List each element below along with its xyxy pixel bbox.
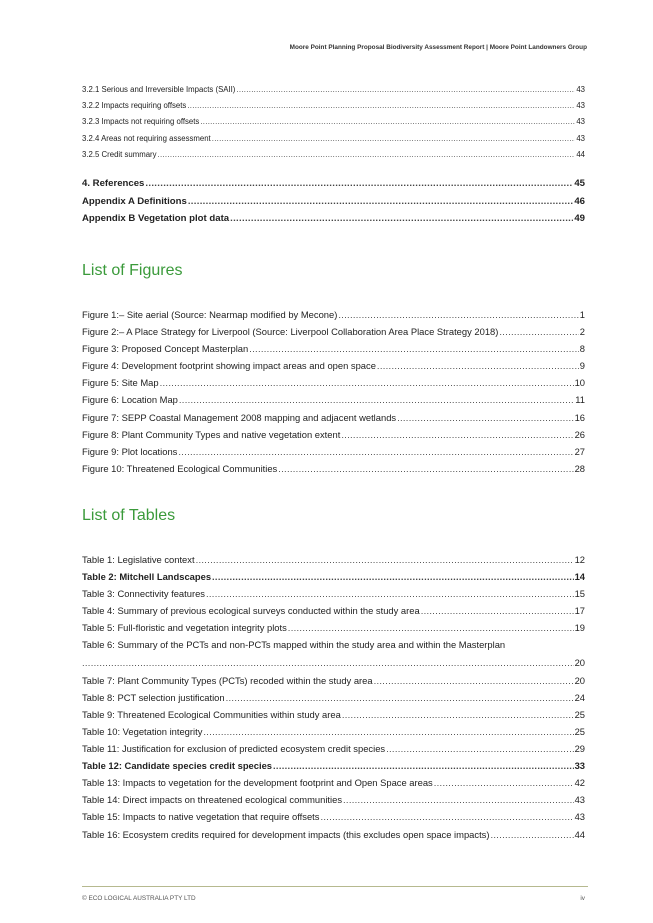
dot-leader bbox=[434, 774, 574, 791]
toc-subsections bbox=[82, 82, 585, 163]
dot-leader bbox=[320, 808, 573, 825]
toc-entry-label: Figure 1:– Site aerial (Source: Nearmap modified by Mecone) bbox=[82, 309, 338, 320]
dot-leader bbox=[249, 340, 579, 357]
dot-leader bbox=[278, 460, 573, 477]
toc-entry-label: Table 14: Direct impacts on threatened ecological communities bbox=[82, 794, 343, 806]
toc-entry-label: Table 2: Mitchell Landscapes bbox=[82, 571, 212, 583]
toc-entry-page: 25 bbox=[574, 708, 585, 720]
toc-entry-link[interactable] bbox=[82, 826, 585, 843]
toc-entry-page: 43 bbox=[576, 101, 585, 111]
toc-entry-link[interactable] bbox=[82, 147, 585, 163]
dot-leader bbox=[203, 723, 573, 740]
toc-entry-link[interactable]: Table 6: Summary of the PCTs and non-PCTs mapped within the study area and within the Masterplan bbox=[82, 639, 506, 651]
toc-entry-link[interactable] bbox=[82, 426, 585, 443]
dot-leader bbox=[212, 568, 574, 585]
dot-leader bbox=[82, 654, 574, 671]
toc-entry-page: 28 bbox=[574, 462, 585, 474]
dot-leader bbox=[386, 740, 573, 757]
dot-leader bbox=[288, 619, 574, 636]
footer-page-number: iv bbox=[580, 895, 585, 902]
dot-leader bbox=[338, 306, 578, 323]
toc-entry-link[interactable] bbox=[82, 551, 585, 568]
toc-entry-link[interactable] bbox=[82, 619, 585, 636]
toc-entry-label: Figure 7: SEPP Coastal Management 2008 mapping and adjacent wetlands bbox=[82, 411, 397, 423]
toc-entry-label: Figure 4: Development footprint showing impact areas and open space bbox=[82, 360, 376, 372]
toc-entry-page: 43 bbox=[576, 117, 585, 127]
dot-leader bbox=[158, 147, 576, 163]
toc-entry-page: 43 bbox=[576, 85, 585, 94]
toc-entry-label: Figure 2:– A Place Strategy for Liverpool (Source: Liverpool Collaboration Area Place Strategy 2018) bbox=[82, 326, 499, 338]
toc-entry-label: Table 7: Plant Community Types (PCTs) recoded within the study area bbox=[82, 674, 373, 686]
toc-entry-label: Table 12: Candidate species credit species bbox=[82, 760, 273, 772]
toc-entry-link[interactable] bbox=[82, 175, 585, 193]
toc-entry-page: 19 bbox=[574, 622, 585, 634]
toc-entry-page: 27 bbox=[574, 445, 585, 457]
toc-entry-label: Table 8: PCT selection justification bbox=[82, 691, 225, 703]
toc-entry-page: 16 bbox=[574, 411, 585, 423]
toc-entry-page: 12 bbox=[574, 554, 585, 565]
toc-entry-page: 33 bbox=[574, 760, 585, 772]
toc-entry-link[interactable] bbox=[82, 672, 585, 689]
toc-entry-page: 20 bbox=[574, 657, 585, 669]
toc-entry-page: 8 bbox=[579, 343, 585, 355]
toc-entry-link[interactable] bbox=[82, 602, 585, 619]
toc-entry-link[interactable] bbox=[82, 131, 585, 147]
toc-entry-link[interactable] bbox=[82, 391, 585, 408]
toc-entry-link[interactable] bbox=[82, 740, 585, 757]
toc-entry-link[interactable] bbox=[82, 585, 585, 602]
toc-entry-label: Figure 6: Location Map bbox=[82, 394, 178, 406]
toc-main-entries bbox=[82, 175, 585, 228]
dot-leader bbox=[160, 374, 574, 391]
list-of-figures-heading: List of Figures bbox=[82, 262, 183, 279]
dot-leader bbox=[230, 210, 573, 228]
toc-entry-link[interactable] bbox=[82, 443, 585, 460]
toc-entry-link[interactable] bbox=[82, 689, 585, 706]
dot-leader bbox=[343, 791, 574, 808]
toc-entry-label: Appendix B Vegetation plot data bbox=[82, 213, 230, 224]
dot-leader bbox=[377, 357, 579, 374]
dot-leader bbox=[187, 98, 575, 114]
dot-leader bbox=[200, 114, 575, 130]
footer-divider bbox=[82, 886, 588, 887]
toc-entry-link[interactable] bbox=[82, 210, 585, 228]
toc-entry-label: Table 9: Threatened Ecological Communities within study area bbox=[82, 708, 341, 720]
dot-leader bbox=[374, 672, 574, 689]
toc-entry-page: 26 bbox=[574, 428, 585, 440]
toc-entry-page: 45 bbox=[574, 178, 585, 189]
toc-entry-link[interactable] bbox=[82, 774, 585, 791]
dot-leader bbox=[236, 82, 575, 98]
toc-entry-label: Table 13: Impacts to vegetation for the development footprint and Open Space areas bbox=[82, 777, 433, 789]
dot-leader bbox=[341, 426, 573, 443]
toc-entry-label: 3.2.3 Impacts not requiring offsets bbox=[82, 117, 200, 127]
toc-entry-page: 14 bbox=[574, 571, 585, 583]
toc-entry-label: Appendix A Definitions bbox=[82, 195, 187, 207]
toc-entry-page: 11 bbox=[575, 394, 585, 406]
list-of-tables bbox=[82, 551, 585, 843]
toc-entry-page: 1 bbox=[579, 309, 585, 320]
toc-entry-link[interactable] bbox=[82, 357, 585, 374]
toc-entry-page: 44 bbox=[574, 828, 585, 840]
toc-entry-label: Table 15: Impacts to native vegetation that require offsets bbox=[82, 811, 320, 823]
footer-copyright: © ECO LOGICAL AUSTRALIA PTY LTD bbox=[82, 895, 196, 902]
toc-entry-page: 44 bbox=[576, 149, 585, 159]
dot-leader bbox=[179, 391, 574, 408]
toc-entry-label: 3.2.1 Serious and Irreversible Impacts (SAII) bbox=[82, 85, 236, 94]
dot-leader bbox=[188, 193, 574, 211]
toc-entry-label: Table 5: Full-floristic and vegetation integrity plots bbox=[82, 622, 287, 634]
toc-entry-label: Figure 5: Site Map bbox=[82, 377, 159, 389]
dot-leader bbox=[196, 551, 574, 568]
toc-entry-label: Table 4: Summary of previous ecological surveys conducted within the study area bbox=[82, 605, 420, 617]
toc-entry-label: Figure 8: Plant Community Types and native vegetation extent bbox=[82, 428, 341, 440]
toc-entry-label: Table 11: Justification for exclusion of predicted ecosystem credit species bbox=[82, 743, 386, 755]
running-header: Moore Point Planning Proposal Biodiversity Assessment Report | Moore Point Landowners Group bbox=[289, 44, 587, 51]
toc-entry-link[interactable] bbox=[82, 193, 585, 211]
toc-entry-link[interactable] bbox=[82, 98, 585, 114]
dot-leader bbox=[178, 443, 573, 460]
toc-entry-page: 9 bbox=[579, 360, 585, 372]
dot-leader bbox=[226, 689, 574, 706]
toc-entry-link[interactable] bbox=[82, 323, 585, 340]
toc-entry-label: Figure 3: Proposed Concept Masterplan bbox=[82, 343, 249, 355]
toc-entry-page: 10 bbox=[574, 377, 585, 389]
toc-entry-link[interactable] bbox=[82, 723, 585, 740]
dot-leader bbox=[499, 323, 578, 340]
toc-entry-page: 20 bbox=[574, 674, 585, 686]
toc-entry-link[interactable] bbox=[82, 568, 585, 585]
toc-entry-link[interactable] bbox=[82, 82, 585, 98]
toc-entry-label: Figure 10: Threatened Ecological Communities bbox=[82, 462, 278, 474]
toc-entry-label: 3.2.5 Credit summary bbox=[82, 149, 157, 159]
dot-leader bbox=[421, 602, 574, 619]
toc-entry-link[interactable] bbox=[82, 706, 585, 723]
toc-entry-page: 25 bbox=[574, 725, 585, 737]
dot-leader bbox=[145, 175, 573, 193]
dot-leader bbox=[273, 757, 574, 774]
toc-entry-label: Table 3: Connectivity features bbox=[82, 588, 205, 600]
toc-entry-label: 4. References bbox=[82, 178, 145, 189]
dot-leader bbox=[206, 585, 574, 602]
toc-entry-label: Table 10: Vegetation integrity bbox=[82, 725, 203, 737]
toc-entry-label: Table 1: Legislative context bbox=[82, 554, 195, 565]
toc-entry-link[interactable] bbox=[82, 757, 585, 774]
toc-entry-page: 42 bbox=[574, 777, 585, 789]
toc-entry-label: Table 16: Ecosystem credits required for development impacts (this excludes open space impacts) bbox=[82, 828, 490, 840]
dot-leader bbox=[342, 706, 574, 723]
toc-entry-page: 2 bbox=[579, 326, 585, 338]
toc-entry-link[interactable] bbox=[82, 409, 585, 426]
toc-entry-page: 17 bbox=[574, 605, 585, 617]
toc-entry-link[interactable] bbox=[82, 808, 585, 825]
dot-leader bbox=[490, 826, 573, 843]
toc-entry-label: Figure 9: Plot locations bbox=[82, 445, 178, 457]
toc-entry-link[interactable] bbox=[82, 791, 585, 808]
toc-entry-link[interactable] bbox=[82, 114, 585, 130]
toc-entry-page: 43 bbox=[574, 811, 585, 823]
toc-entry-link[interactable] bbox=[82, 306, 585, 323]
dot-leader bbox=[397, 409, 573, 426]
list-of-figures bbox=[82, 306, 585, 477]
toc-entry-page: 49 bbox=[574, 213, 585, 224]
list-of-tables-heading: List of Tables bbox=[82, 507, 176, 524]
toc-entry-page: 15 bbox=[574, 588, 585, 600]
toc-entry-page: 24 bbox=[574, 691, 585, 703]
toc-entry-link[interactable] bbox=[82, 374, 585, 391]
toc-entry-continuation[interactable] bbox=[82, 654, 585, 672]
toc-entry-label: 3.2.4 Areas not requiring assessment bbox=[82, 133, 211, 143]
toc-entry-label: 3.2.2 Impacts requiring offsets bbox=[82, 101, 187, 111]
toc-entry-link[interactable] bbox=[82, 460, 585, 477]
toc-entry-page: 46 bbox=[574, 195, 585, 207]
dot-leader bbox=[212, 131, 576, 147]
toc-entry-link[interactable] bbox=[82, 340, 585, 357]
toc-entry-page: 43 bbox=[576, 133, 585, 143]
toc-entry-page: 43 bbox=[574, 794, 585, 806]
toc-entry-page: 29 bbox=[574, 743, 585, 755]
